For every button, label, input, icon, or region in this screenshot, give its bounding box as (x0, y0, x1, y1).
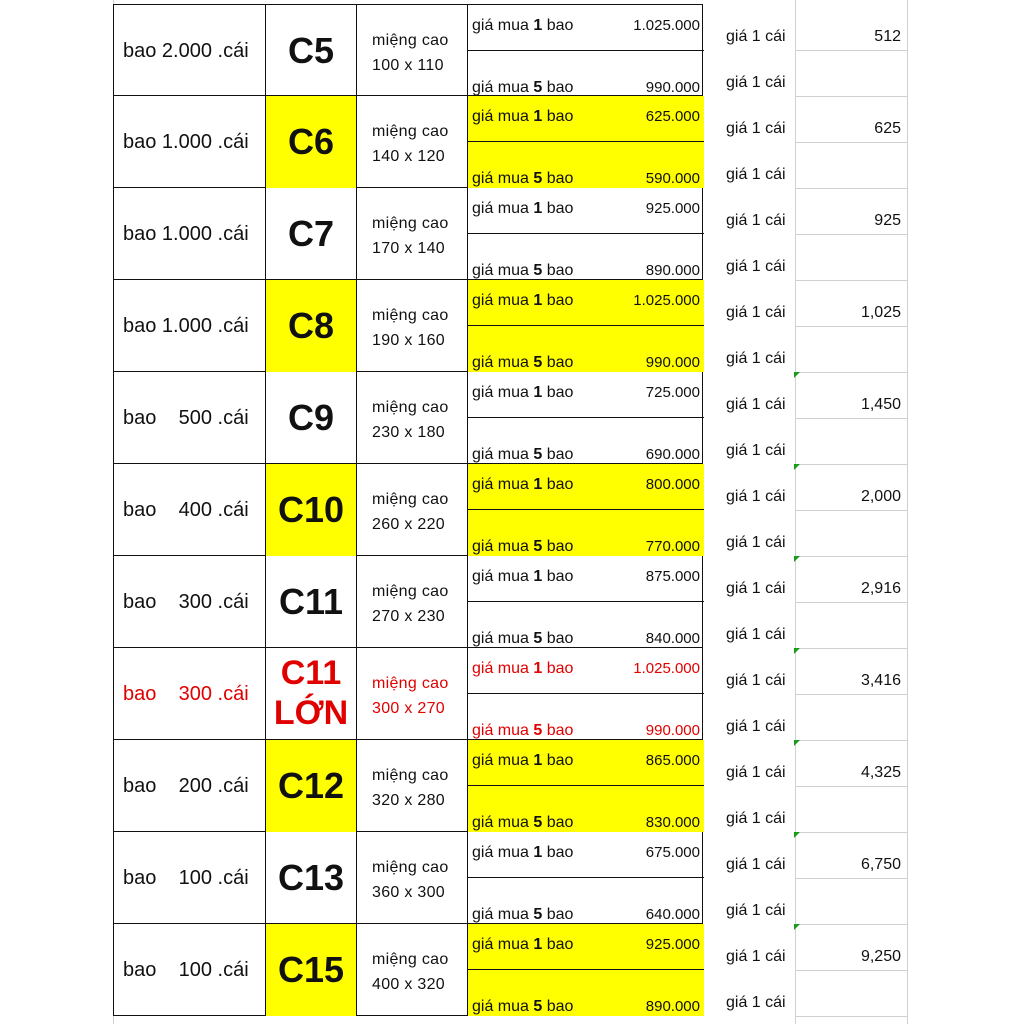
size-value: 230 x 180 (372, 424, 445, 441)
buy-1-label: giá mua 1 bao (472, 752, 574, 769)
grid-line (795, 510, 907, 511)
code-cell[interactable] (265, 648, 356, 740)
product-code: C5 (287, 30, 335, 71)
price-per-piece[interactable]: 9,250 (860, 948, 901, 965)
size-label: miệng cao (372, 951, 449, 968)
quantity-cell[interactable] (113, 556, 265, 648)
buy-5-label: giá mua 5 bao (472, 446, 574, 463)
unit-price-label: giá 1 cái (726, 120, 786, 137)
quantity-text: bao 100 .cái (123, 867, 249, 889)
buy-1-price: 875.000 (645, 568, 700, 585)
grid-line (795, 0, 796, 1024)
quantity-text: bao 300 .cái (123, 683, 249, 705)
buy-5-price: 990.000 (645, 722, 700, 739)
buy-1-price: 1.025.000 (633, 17, 700, 34)
unit-price-label: giá 1 cái (726, 856, 786, 873)
product-code: C15 (277, 949, 345, 990)
buy-5-price: 990.000 (645, 79, 700, 96)
buy-1-label: giá mua 1 bao (472, 108, 574, 125)
product-code: C7 (287, 213, 335, 254)
size-cell[interactable] (356, 280, 467, 372)
buy-5-price: 640.000 (645, 906, 700, 923)
buy-1-price: 1.025.000 (633, 292, 700, 309)
size-cell[interactable] (356, 464, 467, 556)
buy-1-price: 625.000 (645, 108, 700, 125)
quantity-text: bao 200 .cái (123, 775, 249, 797)
buy-5-price: 890.000 (645, 262, 700, 279)
buy-5-price: 890.000 (645, 998, 700, 1015)
grid-line (795, 924, 907, 925)
cell-comment-marker (794, 740, 800, 746)
grid-line (795, 832, 907, 833)
grid-line (795, 418, 907, 419)
buy-1-label: giá mua 1 bao (472, 568, 574, 585)
buy-5-bag-row[interactable] (468, 142, 704, 188)
quantity-cell[interactable] (113, 924, 265, 1016)
price-cell[interactable] (467, 372, 703, 464)
size-cell[interactable] (356, 648, 467, 740)
unit-price-label: giá 1 cái (726, 396, 786, 413)
price-cell[interactable] (467, 96, 703, 188)
table-row (113, 4, 703, 96)
unit-price-label: giá 1 cái (726, 534, 786, 551)
unit-price-label: giá 1 cái (726, 442, 786, 459)
price-per-piece[interactable]: 925 (874, 212, 901, 229)
unit-price-label: giá 1 cái (726, 672, 786, 689)
cell-comment-marker (794, 556, 800, 562)
size-label: miệng cao (372, 123, 449, 140)
buy-5-bag-row[interactable] (468, 694, 704, 740)
size-cell[interactable] (356, 924, 467, 1016)
quantity-cell[interactable] (113, 372, 265, 464)
table-row (113, 96, 703, 188)
price-per-piece[interactable]: 625 (874, 120, 901, 137)
size-value: 320 x 280 (372, 792, 445, 809)
size-value: 260 x 220 (372, 516, 445, 533)
unit-price-label: giá 1 cái (726, 350, 786, 367)
price-per-piece[interactable]: 3,416 (860, 672, 901, 689)
buy-1-bag-row[interactable] (468, 924, 704, 970)
quantity-cell[interactable] (113, 188, 265, 280)
cell-comment-marker (794, 832, 800, 838)
buy-1-price: 1.025.000 (633, 660, 700, 677)
quantity-cell[interactable] (113, 280, 265, 372)
table-row (113, 372, 703, 464)
size-label: miệng cao (372, 215, 449, 232)
buy-1-label: giá mua 1 bao (472, 660, 574, 677)
code-cell[interactable] (265, 372, 356, 464)
buy-1-price: 675.000 (645, 844, 700, 861)
size-cell[interactable] (356, 96, 467, 188)
code-cell[interactable] (265, 5, 356, 97)
buy-1-bag-row[interactable] (468, 280, 704, 326)
buy-5-bag-row[interactable] (468, 970, 704, 1016)
price-per-piece[interactable]: 1,450 (860, 396, 901, 413)
grid-line (795, 234, 907, 235)
size-label: miệng cao (372, 675, 449, 692)
cell-comment-marker (794, 648, 800, 654)
unit-price-label: giá 1 cái (726, 718, 786, 735)
product-code: C12 (277, 765, 345, 806)
size-cell[interactable] (356, 832, 467, 924)
size-value: 270 x 230 (372, 608, 445, 625)
code-cell[interactable] (265, 188, 356, 280)
size-label: miệng cao (372, 859, 449, 876)
price-per-piece[interactable]: 1,025 (860, 304, 901, 321)
cell-comment-marker (794, 464, 800, 470)
price-cell[interactable] (467, 648, 703, 740)
unit-price-label: giá 1 cái (726, 212, 786, 229)
buy-1-bag-row[interactable] (468, 832, 704, 878)
table-row (113, 464, 703, 556)
buy-1-price: 925.000 (645, 936, 700, 953)
price-per-piece[interactable]: 2,000 (860, 488, 901, 505)
buy-5-bag-row[interactable] (468, 326, 704, 372)
buy-5-label: giá mua 5 bao (472, 79, 574, 96)
table-row (113, 648, 703, 740)
buy-1-bag-row[interactable] (468, 464, 704, 510)
quantity-cell[interactable] (113, 96, 265, 188)
grid-line (795, 142, 907, 143)
cell-comment-marker (794, 924, 800, 930)
grid-line (795, 280, 907, 281)
buy-5-label: giá mua 5 bao (472, 906, 574, 923)
price-per-piece[interactable]: 512 (874, 28, 901, 45)
size-label: miệng cao (372, 399, 449, 416)
unit-price-label: giá 1 cái (726, 902, 786, 919)
buy-1-label: giá mua 1 bao (472, 936, 574, 953)
product-code: C11 (280, 654, 342, 692)
buy-1-price: 725.000 (645, 384, 700, 401)
quantity-text: bao 100 .cái (123, 959, 249, 981)
buy-1-bag-row[interactable] (468, 372, 704, 418)
buy-1-bag-row[interactable] (468, 188, 704, 234)
unit-price-label: giá 1 cái (726, 304, 786, 321)
buy-1-label: giá mua 1 bao (472, 200, 574, 217)
unit-price-label: giá 1 cái (726, 948, 786, 965)
buy-1-label: giá mua 1 bao (472, 384, 574, 401)
unit-price-label: giá 1 cái (726, 626, 786, 643)
price-per-piece[interactable]: 4,325 (860, 764, 901, 781)
size-value: 400 x 320 (372, 976, 445, 993)
unit-price-label: giá 1 cái (726, 488, 786, 505)
price-cell[interactable] (467, 464, 703, 556)
quantity-text: bao 1.000 .cái (123, 131, 249, 153)
size-value: 300 x 270 (372, 700, 445, 717)
size-label: miệng cao (372, 491, 449, 508)
table-row (113, 280, 703, 372)
buy-5-label: giá mua 5 bao (472, 262, 574, 279)
code-cell[interactable] (265, 556, 356, 648)
cell-comment-marker (794, 372, 800, 378)
unit-price-label: giá 1 cái (726, 74, 786, 91)
table-row (113, 556, 703, 648)
buy-5-label: giá mua 5 bao (472, 998, 574, 1015)
buy-1-price: 925.000 (645, 200, 700, 217)
buy-1-label: giá mua 1 bao (472, 844, 574, 861)
quantity-text: bao 1.000 .cái (123, 315, 249, 337)
price-cell[interactable] (467, 5, 703, 97)
size-cell[interactable] (356, 188, 467, 280)
grid-line (795, 648, 907, 649)
price-cell[interactable] (467, 280, 703, 372)
buy-5-bag-row[interactable] (468, 786, 704, 832)
buy-1-label: giá mua 1 bao (472, 17, 574, 34)
table-row (113, 740, 703, 832)
buy-5-bag-row[interactable] (468, 51, 704, 97)
grid-line (795, 188, 907, 189)
grid-line (795, 786, 907, 787)
buy-1-bag-row[interactable] (468, 740, 704, 786)
buy-1-bag-row[interactable] (468, 96, 704, 142)
quantity-cell[interactable] (113, 648, 265, 740)
grid-line (795, 1016, 907, 1017)
unit-price-label: giá 1 cái (726, 28, 786, 45)
buy-5-bag-row[interactable] (468, 602, 704, 648)
table-row (113, 832, 703, 924)
buy-1-price: 800.000 (645, 476, 700, 493)
buy-5-bag-row[interactable] (468, 418, 704, 464)
price-cell[interactable] (467, 188, 703, 280)
grid-line (795, 556, 907, 557)
quantity-text: bao 500 .cái (123, 407, 249, 429)
product-code: C8 (287, 305, 335, 346)
buy-1-bag-row[interactable] (468, 648, 704, 694)
quantity-text: bao 400 .cái (123, 499, 249, 521)
table-row (113, 188, 703, 280)
price-cell[interactable] (467, 924, 703, 1016)
grid-line (795, 372, 907, 373)
size-value: 170 x 140 (372, 240, 445, 257)
buy-5-price: 590.000 (645, 170, 700, 187)
size-label: miệng cao (372, 307, 449, 324)
grid-line (795, 50, 907, 51)
size-cell[interactable] (356, 740, 467, 832)
product-code: C13 (277, 857, 345, 898)
size-value: 140 x 120 (372, 148, 445, 165)
grid-line (795, 970, 907, 971)
code-cell[interactable] (265, 832, 356, 924)
code-cell[interactable] (265, 96, 356, 188)
size-value: 190 x 160 (372, 332, 445, 349)
quantity-cell[interactable] (113, 464, 265, 556)
product-code: C11 (278, 581, 344, 622)
grid-line (907, 0, 908, 1024)
size-cell[interactable] (356, 556, 467, 648)
size-label: miệng cao (372, 767, 449, 784)
size-label: miệng cao (372, 32, 449, 49)
buy-5-price: 830.000 (645, 814, 700, 831)
quantity-text: bao 300 .cái (123, 591, 249, 613)
unit-price-label: giá 1 cái (726, 166, 786, 183)
quantity-text: bao 2.000 .cái (123, 40, 249, 62)
grid-line (795, 602, 907, 603)
product-code: C10 (277, 489, 345, 530)
buy-5-bag-row[interactable] (468, 234, 704, 280)
buy-1-label: giá mua 1 bao (472, 476, 574, 493)
grid-line (795, 740, 907, 741)
buy-5-label: giá mua 5 bao (472, 170, 574, 187)
price-per-piece[interactable]: 6,750 (860, 856, 901, 873)
buy-1-label: giá mua 1 bao (472, 292, 574, 309)
unit-price-label: giá 1 cái (726, 764, 786, 781)
table-row (113, 924, 703, 1016)
buy-5-bag-row[interactable] (468, 878, 704, 924)
buy-5-label: giá mua 5 bao (472, 538, 574, 555)
unit-price-label: giá 1 cái (726, 580, 786, 597)
buy-1-bag-row[interactable] (468, 556, 704, 602)
buy-1-bag-row[interactable] (468, 5, 704, 51)
price-cell[interactable] (467, 556, 703, 648)
buy-5-price: 690.000 (645, 446, 700, 463)
quantity-text: bao 1.000 .cái (123, 223, 249, 245)
unit-price-label: giá 1 cái (726, 810, 786, 827)
grid-line (795, 464, 907, 465)
product-code: C6 (287, 121, 335, 162)
buy-5-label: giá mua 5 bao (472, 814, 574, 831)
buy-5-label: giá mua 5 bao (472, 722, 574, 739)
product-code-suffix: LỚN (273, 694, 349, 732)
size-cell[interactable] (356, 372, 467, 464)
buy-5-label: giá mua 5 bao (472, 630, 574, 647)
buy-5-price: 770.000 (645, 538, 700, 555)
quantity-cell[interactable] (113, 740, 265, 832)
quantity-cell[interactable] (113, 5, 265, 97)
code-cell[interactable] (265, 464, 356, 556)
size-value: 100 x 110 (372, 57, 444, 74)
price-cell[interactable] (467, 832, 703, 924)
code-cell[interactable] (265, 924, 356, 1016)
buy-5-price: 840.000 (645, 630, 700, 647)
size-cell[interactable] (356, 5, 467, 97)
buy-5-bag-row[interactable] (468, 510, 704, 556)
grid-line (795, 878, 907, 879)
size-label: miệng cao (372, 583, 449, 600)
unit-price-label: giá 1 cái (726, 994, 786, 1011)
price-cell[interactable] (467, 740, 703, 832)
buy-1-price: 865.000 (645, 752, 700, 769)
grid-line (795, 326, 907, 327)
quantity-cell[interactable] (113, 832, 265, 924)
size-value: 360 x 300 (372, 884, 445, 901)
code-cell[interactable] (265, 740, 356, 832)
grid-line (795, 694, 907, 695)
grid-line (795, 96, 907, 97)
code-cell[interactable] (265, 280, 356, 372)
buy-5-price: 990.000 (645, 354, 700, 371)
unit-price-label: giá 1 cái (726, 258, 786, 275)
product-code: C9 (287, 397, 335, 438)
buy-5-label: giá mua 5 bao (472, 354, 574, 371)
price-per-piece[interactable]: 2,916 (860, 580, 901, 597)
